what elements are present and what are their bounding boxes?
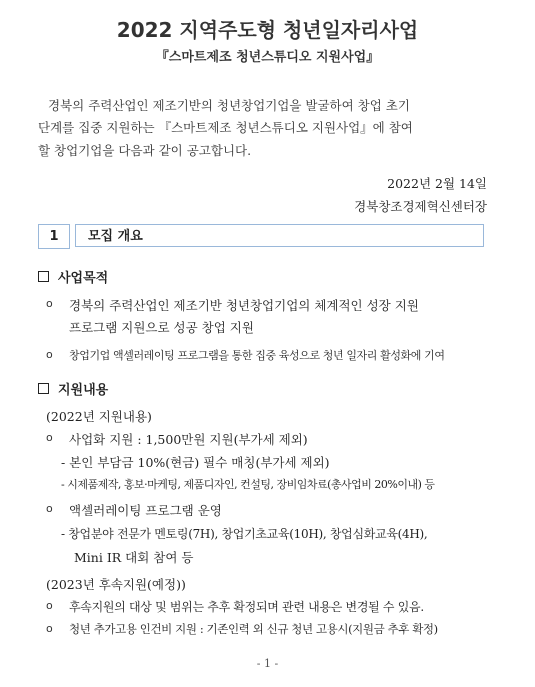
circle-bullet-icon: o [46,599,53,612]
square-box-icon [38,383,49,394]
circle-bullet-icon: o [46,502,53,515]
circle-bullet-icon: o [46,297,53,310]
support-heading-label: 지원내용 [58,383,109,398]
commercial-sub-2: - 시제품제작, 홍보·마케팅, 제품디자인, 컨설팅, 장비임차료(총사업비 20%이내) 등 [61,478,435,491]
section-1-header [38,224,486,249]
section-number: 1 [38,224,70,249]
support-2023-label: (2023년 후속지원(예정)) [46,577,186,592]
support-2022-label: (2022년 지원내용) [46,409,152,424]
circle-bullet-icon: o [46,348,53,361]
intro-line-1: 경북의 주력산업인 제조기반의 청년창업기업을 발굴하여 창업 초기 [48,98,410,113]
purpose-item-1-line-1: 경북의 주력산업인 제조기반 청년창업기업의 체계적인 성장 지원 [69,298,419,313]
follow-up-2: 청년 추가고용 인건비 지원 : 기존인력 외 신규 청년 고용시(지원금 추후 확정) [69,622,438,636]
follow-up-1: 후속지원의 대상 및 범위는 추후 확정되며 관련 내용은 변경될 수 있음. [69,600,424,614]
accelerating-program: 액셀러레이팅 프로그램 운영 [69,503,222,518]
commercial-support: 사업화 지원 : 1,500만원 지원(부가세 제외) [69,432,308,447]
page-subtitle: 『스마트제조 청년스튜디오 지원사업』 [155,50,380,65]
circle-bullet-icon: o [46,622,53,635]
accelerating-sub-1: - 창업분야 전문가 멘토링(7H), 창업기초교육(10H), 창업심화교육(4H), [61,527,428,541]
announcement-date: 2022년 2월 14일 [387,176,487,191]
purpose-heading [38,267,108,286]
intro-line-3: 할 창업기업을 다음과 같이 공고합니다. [38,143,252,158]
intro-line-2: 단계를 집중 지원하는 『스마트제조 청년스튜디오 지원사업』에 참여 [38,120,413,135]
purpose-heading-label: 사업목적 [58,271,109,286]
circle-bullet-icon: o [46,431,53,444]
page-number: - 1 - [256,657,279,670]
issuer-name: 경북창조경제혁신센터장 [354,199,487,214]
square-box-icon [38,271,49,282]
purpose-item-2: 창업기업 액셀러레이팅 프로그램을 통한 집중 육성으로 청년 일자리 활성화에 기여 [69,349,445,362]
accelerating-sub-2: Mini IR 대회 참여 등 [74,550,194,565]
purpose-item-1-line-2: 프로그램 지원으로 성공 창업 지원 [69,320,254,335]
commercial-sub-1: - 본인 부담금 10%(현금) 필수 매칭(부가세 제외) [61,455,330,470]
page-title: 2022 지역주도형 청년일자리사업 [116,18,419,42]
support-heading [38,379,108,398]
section-title: 모집 개요 [75,224,484,247]
